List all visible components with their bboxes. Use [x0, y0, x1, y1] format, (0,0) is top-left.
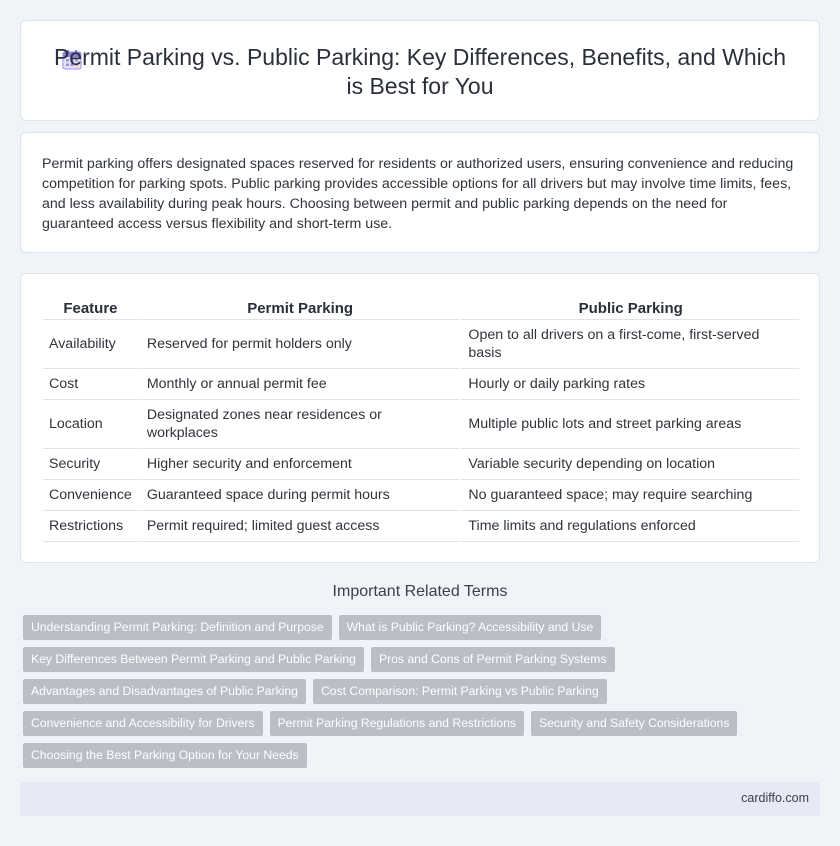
column-header-public: Public Parking — [459, 295, 799, 320]
permit-cell: Reserved for permit holders only — [138, 320, 460, 369]
related-term-tag[interactable]: Convenience and Accessibility for Drivers — [23, 711, 263, 736]
table-row — [43, 480, 799, 511]
intro-card — [20, 132, 820, 253]
table-row — [43, 369, 799, 400]
feature-cell: Restrictions — [43, 511, 138, 542]
table-row — [43, 400, 799, 449]
public-cell: No guaranteed space; may require searching — [459, 480, 799, 511]
table-header-row — [43, 295, 799, 320]
feature-cell: Cost — [43, 369, 138, 400]
intro-paragraph: Permit parking offers designated spaces reserved for residents or authorized users, ensuring convenience and reducing competition for parking spots. Public parking provides accessible options for all drivers but may involve time limits, fees, and less availability during peak hours. Choosing between permit and public parking depends on the need for guaranteed access versus flexibility and short-term use. — [42, 156, 794, 232]
table-row — [43, 320, 799, 369]
feature-cell: Availability — [43, 320, 138, 369]
column-header-feature: Feature — [43, 295, 138, 320]
related-term-tag[interactable]: Cost Comparison: Permit Parking vs Public Parking — [313, 679, 607, 704]
feature-cell: Security — [43, 449, 138, 480]
related-term-tag[interactable]: Understanding Permit Parking: Definition and Purpose — [23, 615, 332, 640]
permit-cell: Monthly or annual permit fee — [138, 369, 460, 400]
footer-site-link[interactable]: cardiffo.com — [741, 791, 809, 805]
table-row — [43, 449, 799, 480]
footer — [20, 782, 820, 816]
related-term-tag[interactable]: Security and Safety Considerations — [531, 711, 737, 736]
permit-cell: Higher security and enforcement — [138, 449, 460, 480]
public-cell: Open to all drivers on a first-come, first-served basis — [459, 320, 799, 369]
feature-cell: Location — [43, 400, 138, 449]
related-term-tag[interactable]: What is Public Parking? Accessibility and Use — [339, 615, 602, 640]
page-title: Permit Parking vs. Public Parking: Key Differences, Benefits, and Which is Best for You — [53, 44, 787, 99]
related-term-tag[interactable]: Pros and Cons of Permit Parking Systems — [371, 647, 615, 672]
comparison-card — [20, 273, 820, 563]
public-cell: Time limits and regulations enforced — [459, 511, 799, 542]
related-terms-heading: Important Related Terms — [332, 583, 508, 600]
comparison-table — [43, 295, 799, 542]
related-terms-list — [23, 615, 743, 768]
related-term-tag[interactable]: Choosing the Best Parking Option for Your Needs — [23, 743, 307, 768]
feature-cell: Convenience — [43, 480, 138, 511]
related-term-tag[interactable]: Permit Parking Regulations and Restrictions — [270, 711, 524, 736]
related-term-tag[interactable]: Advantages and Disadvantages of Public Parking — [23, 679, 306, 704]
column-header-permit: Permit Parking — [138, 295, 460, 320]
public-cell: Hourly or daily parking rates — [459, 369, 799, 400]
permit-cell: Permit required; limited guest access — [138, 511, 460, 542]
public-cell: Variable security depending on location — [459, 449, 799, 480]
public-cell: Multiple public lots and street parking areas — [459, 400, 799, 449]
table-row — [43, 511, 799, 542]
title-card — [20, 20, 820, 121]
related-term-tag[interactable]: Key Differences Between Permit Parking and Public Parking — [23, 647, 364, 672]
permit-cell: Guaranteed space during permit hours — [138, 480, 460, 511]
permit-cell: Designated zones near residences or workplaces — [138, 400, 460, 449]
